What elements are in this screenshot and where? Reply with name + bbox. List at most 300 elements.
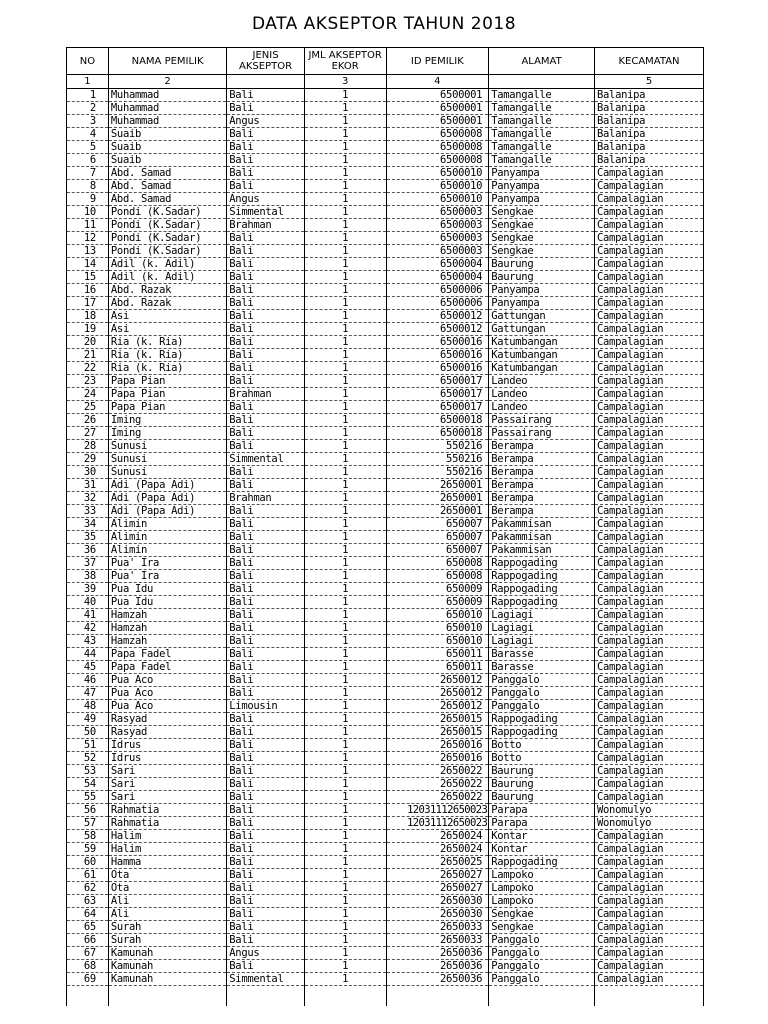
cell-jenis-akseptor: Bali: [227, 531, 305, 544]
cell-nama-pemilik: Abd. Samad: [108, 167, 226, 180]
cell-no: 37: [67, 557, 109, 570]
table-row: [67, 973, 704, 986]
column-number: [489, 75, 595, 89]
cell-alamat: Berampa: [489, 440, 595, 453]
cell-kecamatan: Campalagian: [595, 362, 704, 375]
cell-jenis-akseptor: Bali: [227, 570, 305, 583]
cell-jenis-akseptor: Bali: [227, 960, 305, 973]
table-row: [67, 531, 704, 544]
column-number: [227, 75, 305, 89]
cell-jenis-akseptor: Bali: [227, 739, 305, 752]
cell-kecamatan: Campalagian: [595, 726, 704, 739]
cell-alamat: Passairang: [489, 427, 595, 440]
cell-no: 31: [67, 479, 109, 492]
table-row: [67, 622, 704, 635]
table-row: [67, 440, 704, 453]
cell-jml-akseptor: 1: [304, 973, 386, 986]
cell-nama-pemilik: Sari: [108, 778, 226, 791]
cell-alamat: Sengkae: [489, 921, 595, 934]
cell-jenis-akseptor: Bali: [227, 349, 305, 362]
cell-jenis-akseptor: Bali: [227, 505, 305, 518]
cell-id-pemilik: 650009: [386, 583, 489, 596]
cell-jenis-akseptor: Bali: [227, 609, 305, 622]
cell-alamat: Tamangalle: [489, 89, 595, 102]
cell-jenis-akseptor: Bali: [227, 401, 305, 414]
cell-id-pemilik: 2650036: [386, 960, 489, 973]
table-row: [67, 557, 704, 570]
cell-kecamatan: Campalagian: [595, 830, 704, 843]
cell-jml-akseptor: 1: [304, 934, 386, 947]
cell-jenis-akseptor: Bali: [227, 518, 305, 531]
cell-alamat: Panggalo: [489, 700, 595, 713]
cell-nama-pemilik: Pua Aco: [108, 700, 226, 713]
cell-nama-pemilik: Surah: [108, 934, 226, 947]
cell-nama-pemilik: Pua Idu: [108, 583, 226, 596]
cell-jml-akseptor: 1: [304, 700, 386, 713]
cell-kecamatan: Campalagian: [595, 466, 704, 479]
cell-jenis-akseptor: Bali: [227, 557, 305, 570]
cell-nama-pemilik: Abd. Samad: [108, 193, 226, 206]
table-row: [67, 128, 704, 141]
cell-nama-pemilik: Muhammad: [108, 89, 226, 102]
cell-alamat: Pakammisan: [489, 544, 595, 557]
cell-id-pemilik: 2650016: [386, 752, 489, 765]
cell-kecamatan: Campalagian: [595, 791, 704, 804]
cell-jml-akseptor: 1: [304, 817, 386, 830]
cell-jml-akseptor: 1: [304, 661, 386, 674]
cell-no: 35: [67, 531, 109, 544]
table-row: [67, 414, 704, 427]
cell-no: 12: [67, 232, 109, 245]
table-row: [67, 895, 704, 908]
cell-no: 47: [67, 687, 109, 700]
cell-jml-akseptor: 1: [304, 778, 386, 791]
cell-kecamatan: Campalagian: [595, 609, 704, 622]
cell-kecamatan: Campalagian: [595, 895, 704, 908]
cell-no: 44: [67, 648, 109, 661]
cell-alamat: Rappogading: [489, 856, 595, 869]
cell-kecamatan: Campalagian: [595, 661, 704, 674]
table-row: [67, 700, 704, 713]
cell-jml-akseptor: 1: [304, 375, 386, 388]
cell-alamat: Passairang: [489, 414, 595, 427]
cell-kecamatan: Campalagian: [595, 908, 704, 921]
cell-jenis-akseptor: Angus: [227, 115, 305, 128]
cell-jml-akseptor: 1: [304, 232, 386, 245]
cell-alamat: Baurung: [489, 778, 595, 791]
cell-kecamatan: Campalagian: [595, 713, 704, 726]
cell-jml-akseptor: 1: [304, 206, 386, 219]
table-row: [67, 336, 704, 349]
cell-nama-pemilik: Ria (k. Ria): [108, 362, 226, 375]
cell-jml-akseptor: 1: [304, 440, 386, 453]
cell-kecamatan: Campalagian: [595, 245, 704, 258]
cell-id-pemilik: 2650012: [386, 700, 489, 713]
cell-jml-akseptor: 1: [304, 492, 386, 505]
cell-jml-akseptor: 1: [304, 908, 386, 921]
cell-alamat: Sengkae: [489, 908, 595, 921]
cell-jenis-akseptor: Bali: [227, 674, 305, 687]
cell-no: 42: [67, 622, 109, 635]
cell-jenis-akseptor: Bali: [227, 427, 305, 440]
table-row: [67, 297, 704, 310]
cell-jml-akseptor: 1: [304, 856, 386, 869]
cell-kecamatan: Balanipa: [595, 102, 704, 115]
cell-nama-pemilik: Ali: [108, 895, 226, 908]
cell-no: 54: [67, 778, 109, 791]
cell-nama-pemilik: Abd. Samad: [108, 180, 226, 193]
cell-nama-pemilik: Rahmatia: [108, 804, 226, 817]
cell-alamat: Baurung: [489, 258, 595, 271]
cell-jenis-akseptor: Brahman: [227, 492, 305, 505]
cell-alamat: Katumbangan: [489, 362, 595, 375]
cell-no: 49: [67, 713, 109, 726]
cell-kecamatan: Balanipa: [595, 128, 704, 141]
cell-no: 52: [67, 752, 109, 765]
cell-id-pemilik: 2650024: [386, 843, 489, 856]
cell-id-pemilik: 6500003: [386, 232, 489, 245]
cell-id-pemilik: 2650012: [386, 687, 489, 700]
cell-nama-pemilik: Papa Fadel: [108, 648, 226, 661]
cell-jenis-akseptor: Bali: [227, 375, 305, 388]
cell-kecamatan: Campalagian: [595, 648, 704, 661]
table-row: [67, 453, 704, 466]
cell-jenis-akseptor: Simmental: [227, 453, 305, 466]
cell-jenis-akseptor: Bali: [227, 895, 305, 908]
cell-no: 18: [67, 310, 109, 323]
cell-kecamatan: Balanipa: [595, 141, 704, 154]
table-continuation: [67, 986, 704, 1007]
cell-no: 45: [67, 661, 109, 674]
cell-jml-akseptor: 1: [304, 141, 386, 154]
table-row: [67, 778, 704, 791]
cell-kecamatan: Wonomulyo: [595, 817, 704, 830]
header-no: NO: [67, 48, 109, 75]
cell-no: 5: [67, 141, 109, 154]
cell-jml-akseptor: 1: [304, 466, 386, 479]
cell-no: 56: [67, 804, 109, 817]
cell-jml-akseptor: 1: [304, 323, 386, 336]
cell-no: 19: [67, 323, 109, 336]
cell-id-pemilik: 2650027: [386, 882, 489, 895]
cell-nama-pemilik: Muhammad: [108, 115, 226, 128]
cell-alamat: Parapa: [489, 804, 595, 817]
cell-no: 43: [67, 635, 109, 648]
table-row: [67, 674, 704, 687]
cell-id-pemilik: 6500017: [386, 375, 489, 388]
cell-nama-pemilik: Asi: [108, 323, 226, 336]
cell-alamat: Panyampa: [489, 297, 595, 310]
table-row: [67, 349, 704, 362]
cell-no: 68: [67, 960, 109, 973]
cell-nama-pemilik: Abd. Razak: [108, 297, 226, 310]
cell-alamat: Barasse: [489, 648, 595, 661]
table-row: [67, 141, 704, 154]
cell-nama-pemilik: Rahmatia: [108, 817, 226, 830]
header-jenis-line2: AKSEPTOR: [239, 61, 293, 72]
cell-id-pemilik: 6500010: [386, 193, 489, 206]
cell-id-pemilik: 650010: [386, 609, 489, 622]
cell-jenis-akseptor: Brahman: [227, 219, 305, 232]
cell-nama-pemilik: Alimin: [108, 518, 226, 531]
cell-id-pemilik: 6500003: [386, 206, 489, 219]
table-row: [67, 401, 704, 414]
table-row: [67, 115, 704, 128]
cell-no: 15: [67, 271, 109, 284]
cell-nama-pemilik: Hamzah: [108, 622, 226, 635]
cell-jenis-akseptor: Bali: [227, 921, 305, 934]
cell-jml-akseptor: 1: [304, 726, 386, 739]
cell-alamat: Rappogading: [489, 713, 595, 726]
cell-nama-pemilik: Pondi (K.Sadar): [108, 206, 226, 219]
cell-jml-akseptor: 1: [304, 635, 386, 648]
cell-kecamatan: Campalagian: [595, 739, 704, 752]
cell-alamat: Lampoko: [489, 895, 595, 908]
cell-jenis-akseptor: Bali: [227, 687, 305, 700]
cell-kecamatan: Campalagian: [595, 960, 704, 973]
table-row: [67, 323, 704, 336]
cell-jml-akseptor: 1: [304, 479, 386, 492]
cell-no: 39: [67, 583, 109, 596]
cell-jenis-akseptor: Bali: [227, 804, 305, 817]
cell-jml-akseptor: 1: [304, 414, 386, 427]
table-row: [67, 219, 704, 232]
cell-nama-pemilik: Idrus: [108, 752, 226, 765]
cell-jml-akseptor: 1: [304, 167, 386, 180]
cell-jenis-akseptor: Bali: [227, 414, 305, 427]
table-row: [67, 375, 704, 388]
table-row: [67, 505, 704, 518]
cell-nama-pemilik: Kamunah: [108, 947, 226, 960]
cell-id-pemilik: 6500004: [386, 271, 489, 284]
cell-kecamatan: Campalagian: [595, 375, 704, 388]
cell-jml-akseptor: 1: [304, 791, 386, 804]
cell-kecamatan: Campalagian: [595, 674, 704, 687]
cell-alamat: Berampa: [489, 466, 595, 479]
cell-nama-pemilik: Idrus: [108, 739, 226, 752]
table-row: [67, 856, 704, 869]
cell-nama-pemilik: Iming: [108, 414, 226, 427]
table-row: [67, 570, 704, 583]
cell-nama-pemilik: Pondi (K.Sadar): [108, 219, 226, 232]
cell-kecamatan: Campalagian: [595, 349, 704, 362]
table-row: [67, 908, 704, 921]
cell-no: 25: [67, 401, 109, 414]
cell-jenis-akseptor: Bali: [227, 232, 305, 245]
cell-jml-akseptor: 1: [304, 609, 386, 622]
cell-id-pemilik: 6500001: [386, 102, 489, 115]
cell-kecamatan: Campalagian: [595, 297, 704, 310]
header-kecamatan: KECAMATAN: [595, 48, 704, 75]
cell-alamat: Tamangalle: [489, 102, 595, 115]
cell-id-pemilik: 550216: [386, 466, 489, 479]
header-alamat: ALAMAT: [489, 48, 595, 75]
cell-alamat: Lagiagi: [489, 609, 595, 622]
cell-no: 59: [67, 843, 109, 856]
empty-cell: [108, 986, 226, 1007]
cell-kecamatan: Campalagian: [595, 336, 704, 349]
cell-id-pemilik: 6500006: [386, 284, 489, 297]
cell-nama-pemilik: Sari: [108, 765, 226, 778]
cell-jml-akseptor: 1: [304, 804, 386, 817]
cell-kecamatan: Campalagian: [595, 583, 704, 596]
table-row: [67, 635, 704, 648]
table-row: [67, 934, 704, 947]
cell-no: 48: [67, 700, 109, 713]
header-jenis-line1: JENIS: [252, 50, 279, 61]
cell-id-pemilik: 2650022: [386, 791, 489, 804]
table-row: [67, 765, 704, 778]
cell-nama-pemilik: Ria (k. Ria): [108, 336, 226, 349]
table-row: [67, 492, 704, 505]
cell-no: 46: [67, 674, 109, 687]
cell-jenis-akseptor: Bali: [227, 752, 305, 765]
cell-jml-akseptor: 1: [304, 674, 386, 687]
cell-alamat: Rappogading: [489, 570, 595, 583]
cell-id-pemilik: 2650025: [386, 856, 489, 869]
table-row: [67, 882, 704, 895]
cell-nama-pemilik: Alimin: [108, 531, 226, 544]
cell-jenis-akseptor: Bali: [227, 297, 305, 310]
cell-jenis-akseptor: Bali: [227, 791, 305, 804]
cell-nama-pemilik: Hamzah: [108, 609, 226, 622]
cell-no: 6: [67, 154, 109, 167]
cell-jenis-akseptor: Bali: [227, 284, 305, 297]
cell-no: 8: [67, 180, 109, 193]
cell-kecamatan: Campalagian: [595, 752, 704, 765]
cell-jenis-akseptor: Bali: [227, 765, 305, 778]
table-row: [67, 648, 704, 661]
cell-jenis-akseptor: Brahman: [227, 388, 305, 401]
cell-no: 41: [67, 609, 109, 622]
cell-jenis-akseptor: Bali: [227, 128, 305, 141]
cell-nama-pemilik: Abd. Razak: [108, 284, 226, 297]
cell-jenis-akseptor: Bali: [227, 882, 305, 895]
table-row: [67, 739, 704, 752]
cell-alamat: Panggalo: [489, 934, 595, 947]
cell-nama-pemilik: Ota: [108, 869, 226, 882]
cell-jml-akseptor: 1: [304, 453, 386, 466]
cell-jenis-akseptor: Angus: [227, 947, 305, 960]
cell-jml-akseptor: 1: [304, 596, 386, 609]
empty-cell: [595, 986, 704, 1007]
cell-jml-akseptor: 1: [304, 531, 386, 544]
cell-id-pemilik: 6500001: [386, 115, 489, 128]
table-row: [67, 362, 704, 375]
cell-nama-pemilik: Pua Aco: [108, 687, 226, 700]
cell-kecamatan: Campalagian: [595, 505, 704, 518]
cell-id-pemilik: 650009: [386, 596, 489, 609]
cell-id-pemilik: 6500016: [386, 362, 489, 375]
cell-kecamatan: Campalagian: [595, 687, 704, 700]
cell-jml-akseptor: 1: [304, 557, 386, 570]
cell-jml-akseptor: 1: [304, 219, 386, 232]
cell-kecamatan: Campalagian: [595, 765, 704, 778]
cell-alamat: Panyampa: [489, 180, 595, 193]
document-title: DATA AKSEPTOR TAHUN 2018: [251, 14, 517, 34]
column-number: 2: [108, 75, 226, 89]
cell-kecamatan: Campalagian: [595, 180, 704, 193]
cell-id-pemilik: 2650024: [386, 830, 489, 843]
cell-alamat: Sengkae: [489, 219, 595, 232]
cell-no: 69: [67, 973, 109, 986]
cell-no: 20: [67, 336, 109, 349]
table-row: [67, 427, 704, 440]
cell-kecamatan: Campalagian: [595, 193, 704, 206]
cell-kecamatan: Campalagian: [595, 401, 704, 414]
cell-id-pemilik: 6500003: [386, 245, 489, 258]
cell-alamat: Tamangalle: [489, 154, 595, 167]
table-row: [67, 89, 704, 102]
table-row: [67, 388, 704, 401]
cell-no: 7: [67, 167, 109, 180]
table-row: [67, 154, 704, 167]
cell-id-pemilik: 650007: [386, 544, 489, 557]
cell-nama-pemilik: Pua' Ira: [108, 570, 226, 583]
cell-nama-pemilik: Pua' Ira: [108, 557, 226, 570]
cell-jml-akseptor: 1: [304, 739, 386, 752]
cell-nama-pemilik: Sari: [108, 791, 226, 804]
cell-jml-akseptor: 1: [304, 89, 386, 102]
column-number: 1: [67, 75, 109, 89]
table-body: [67, 89, 704, 1007]
cell-alamat: Landeo: [489, 401, 595, 414]
cell-id-pemilik: 2650022: [386, 765, 489, 778]
cell-jml-akseptor: 1: [304, 895, 386, 908]
cell-id-pemilik: 6500018: [386, 427, 489, 440]
cell-id-pemilik: 2650033: [386, 921, 489, 934]
column-number-row: [67, 75, 704, 89]
cell-no: 66: [67, 934, 109, 947]
cell-nama-pemilik: Pondi (K.Sadar): [108, 232, 226, 245]
cell-jenis-akseptor: Bali: [227, 310, 305, 323]
cell-alamat: Gattungan: [489, 310, 595, 323]
cell-alamat: Landeo: [489, 388, 595, 401]
cell-jml-akseptor: 1: [304, 297, 386, 310]
table-row: [67, 687, 704, 700]
cell-jenis-akseptor: Bali: [227, 154, 305, 167]
cell-no: 23: [67, 375, 109, 388]
cell-jml-akseptor: 1: [304, 882, 386, 895]
empty-cell: [304, 986, 386, 1007]
cell-alamat: Panyampa: [489, 193, 595, 206]
cell-jml-akseptor: 1: [304, 401, 386, 414]
cell-kecamatan: Campalagian: [595, 206, 704, 219]
header-jenis-akseptor: [227, 48, 305, 75]
cell-alamat: Panggalo: [489, 973, 595, 986]
cell-kecamatan: Campalagian: [595, 414, 704, 427]
cell-alamat: Pakammisan: [489, 518, 595, 531]
table-header: [67, 48, 704, 89]
cell-jenis-akseptor: Bali: [227, 648, 305, 661]
cell-alamat: Berampa: [489, 479, 595, 492]
cell-jml-akseptor: 1: [304, 128, 386, 141]
cell-jml-akseptor: 1: [304, 518, 386, 531]
cell-alamat: Berampa: [489, 492, 595, 505]
cell-jenis-akseptor: Bali: [227, 622, 305, 635]
header-jml-line1: JML AKSEPTOR: [308, 50, 382, 61]
cell-no: 51: [67, 739, 109, 752]
cell-no: 40: [67, 596, 109, 609]
cell-jenis-akseptor: Bali: [227, 869, 305, 882]
cell-kecamatan: Campalagian: [595, 882, 704, 895]
cell-id-pemilik: 2650030: [386, 895, 489, 908]
cell-kecamatan: Campalagian: [595, 531, 704, 544]
cell-nama-pemilik: Papa Fadel: [108, 661, 226, 674]
cell-no: 57: [67, 817, 109, 830]
cell-jenis-akseptor: Bali: [227, 726, 305, 739]
cell-jenis-akseptor: Bali: [227, 102, 305, 115]
